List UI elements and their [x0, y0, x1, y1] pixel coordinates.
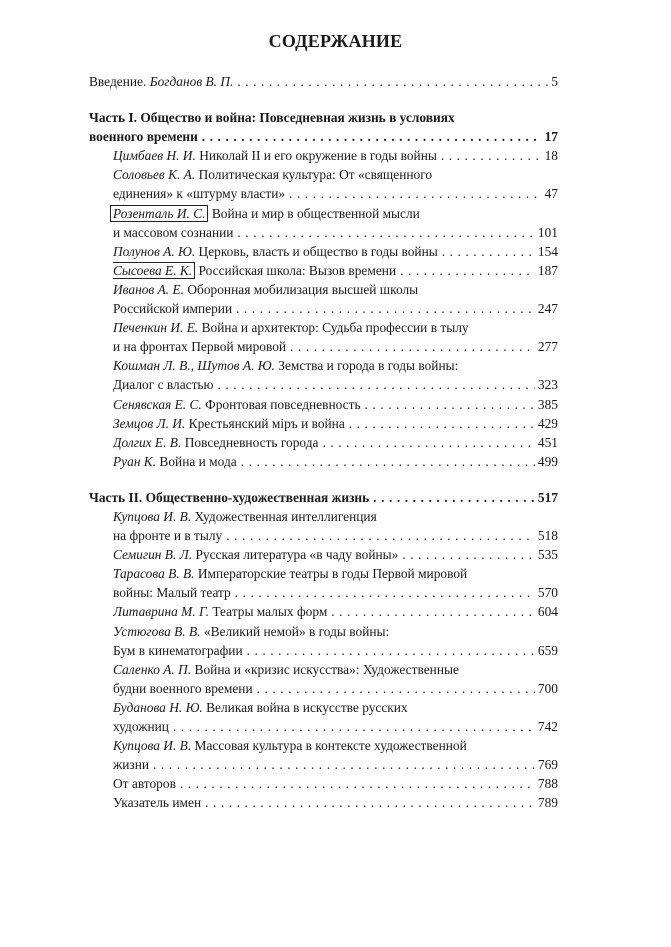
entry-page: 323 [537, 377, 558, 393]
entry-title-cont: Диалог с властью . . . [113, 375, 535, 394]
toc-entry-cont[interactable] [89, 184, 558, 203]
entry-page: 788 [537, 776, 558, 792]
entry-page: 535 [537, 547, 558, 563]
entry-title: Война и архитектор: Судьба профессии в тылу [201, 320, 469, 336]
entry-page: 700 [537, 680, 558, 696]
entry-title: Оборонная мобилизация высшей школы [187, 281, 419, 297]
entry-author: Саленко А. П. [113, 661, 192, 677]
entry-page: 499 [537, 453, 558, 469]
entry-title: Крестьянский міръ и война [188, 415, 345, 431]
toc-entry-cont[interactable] [89, 223, 558, 242]
entry-author: Буданова Н. Ю. [113, 699, 203, 715]
entry-title: Николай II и его окружение в годы войны [199, 148, 437, 164]
toc-entry[interactable] [89, 356, 558, 375]
entry-title-cont: Российской империи . . . [113, 299, 535, 318]
entry-author-boxed: Сысоева Е. К. [113, 262, 195, 279]
entry-title: Повседневность города [184, 434, 319, 450]
toc-entry-cont[interactable] [89, 526, 558, 545]
toc-entry[interactable] [89, 602, 558, 621]
toc-entry[interactable] [89, 622, 558, 641]
entry-page: 247 [537, 301, 558, 317]
entry-title-cont: на фронте и в тылу . . . [113, 526, 535, 545]
entry-author: Купцова И. В. [113, 508, 192, 524]
entry-title: Церковь, власть и общество в годы войны [198, 243, 438, 259]
page-title: СОДЕРЖАНИЕ [268, 31, 403, 51]
entry-page: 659 [537, 642, 558, 658]
entry-author: Земцов Л. И. [113, 415, 186, 431]
entry-title: Императорские театры в годы Первой мировой [197, 566, 468, 582]
entry-author: Долгих Е. В. [113, 434, 182, 450]
entry-page: 429 [537, 415, 558, 431]
toc-entry[interactable] [89, 660, 558, 679]
toc-entry[interactable] [89, 395, 558, 414]
entry-author: Купцова И. В. [113, 738, 192, 754]
part-heading-line: Часть II. Общественно-художественная жизнь . . . [89, 488, 535, 507]
entry-author: Семигин В. Л. [113, 547, 193, 563]
part-1-heading[interactable] [89, 108, 558, 127]
toc-entry-cont[interactable] [89, 583, 558, 602]
entry-author: Цимбаев Н. И. [113, 148, 196, 164]
entry-page: 517 [537, 489, 558, 505]
entry-author: Кошман Л. В., Шутов А. Ю. [113, 358, 275, 374]
entry-page: 101 [537, 224, 558, 240]
entry-author-boxed: Розенталь И. С. [110, 205, 208, 222]
entry-page: 5 [551, 74, 558, 89]
toc-entry[interactable] [89, 242, 558, 261]
entry-page: 187 [537, 262, 558, 278]
entry-page: 451 [537, 434, 558, 450]
entry-author: Иванов А. Е. [113, 281, 184, 297]
toc-entry[interactable] [89, 261, 558, 280]
toc-entry-cont[interactable] [89, 717, 558, 736]
entry-title: Политическая культура: От «священного [198, 167, 433, 183]
entry-title: Театры малых форм [212, 604, 328, 620]
toc-entry-cont[interactable] [89, 375, 558, 394]
toc-entry[interactable] [89, 165, 558, 184]
entry-label: От авторов . . . [113, 774, 535, 793]
entry-author: Печенкин И. Е. [113, 320, 199, 336]
entry-page: 742 [537, 719, 558, 734]
entry-title: Российская школа: Вызов времени [198, 262, 397, 278]
entry-title-cont: художниц . . . [113, 717, 535, 736]
entry-title: Война и мир в общественной мысли [211, 205, 420, 221]
toc-entry[interactable] [89, 736, 558, 755]
toc-entry-cont[interactable] [89, 299, 558, 318]
entry-label: Указатель имен . . . [113, 793, 535, 812]
toc-entry[interactable] [89, 564, 558, 583]
entry-title-cont: и массовом сознании . . . [113, 223, 535, 242]
toc-entry[interactable] [89, 146, 558, 165]
entry-author: Богданов В. П. [149, 74, 234, 89]
entry-title: Земства и города в годы войны: [278, 358, 459, 374]
entry-title: Русская литература «в чаду войны» [195, 547, 399, 563]
toc-entry-intro[interactable] [89, 72, 558, 91]
toc-entry[interactable] [89, 698, 558, 717]
part-heading-line: военного времени . . . [89, 127, 542, 146]
entry-title: «Великий немой» в годы войны: [203, 623, 390, 639]
toc-entry-cont[interactable] [89, 641, 558, 660]
toc-entry[interactable] [89, 452, 558, 471]
toc-entry-cont[interactable] [89, 337, 558, 356]
entry-author: Литаврина М. Г. [113, 604, 209, 620]
entry-author: Тарасова В. В. [113, 566, 195, 582]
entry-title: Фронтовая повседневность [205, 396, 361, 412]
entry-title: Массовая культура в контексте художественной [194, 738, 467, 754]
entry-title-cont: Бум в кинематографии . . . [113, 641, 535, 660]
entry-page: 769 [537, 757, 558, 773]
entry-author: Полунов А. Ю. [113, 243, 196, 259]
entry-page: 789 [537, 795, 558, 811]
entry-page: 385 [537, 396, 558, 412]
toc-entry-cont[interactable] [89, 755, 558, 774]
table-of-contents [89, 72, 558, 812]
entry-title-cont: войны: Малый театр . . . [113, 583, 535, 602]
toc-entry[interactable] [89, 433, 558, 452]
entry-page: 154 [537, 243, 558, 259]
entry-author: Сенявская Е. С. [113, 396, 202, 412]
toc-entry[interactable] [89, 318, 558, 337]
part-1-heading-cont[interactable] [89, 127, 558, 146]
entry-author: Устюгова В. В. [113, 623, 201, 639]
entry-title: Художественная интеллигенция [194, 508, 377, 524]
entry-label: Введение. [89, 74, 147, 89]
toc-entry[interactable] [89, 280, 558, 299]
entry-page: 47 [544, 186, 558, 202]
entry-title-cont: единения» к «штурму власти» . . . [113, 184, 542, 203]
entry-page: 18 [544, 148, 558, 164]
entry-page: 277 [537, 339, 558, 355]
entry-title-cont: жизни . . . [113, 755, 535, 774]
part-heading-line: Часть I. Общество и война: Повседневная жизнь в условиях [89, 110, 455, 126]
toc-entry-authors[interactable] [89, 774, 558, 793]
toc-entry[interactable] [89, 545, 558, 564]
toc-entry-cont[interactable] [89, 679, 558, 698]
toc-entry[interactable] [89, 204, 558, 223]
toc-entry[interactable] [89, 414, 558, 433]
toc-entry-index[interactable] [89, 793, 558, 812]
entry-title: Великая война в искусстве русских [206, 699, 408, 715]
entry-title: Война и мода [159, 453, 237, 469]
entry-page: 604 [537, 604, 558, 620]
entry-page: 518 [537, 528, 558, 544]
entry-page: 17 [544, 129, 558, 145]
part-2-heading[interactable] [89, 488, 558, 507]
entry-author: Соловьев К. А. [113, 167, 196, 183]
entry-title-cont: будни военного времени . . . [113, 679, 535, 698]
entry-author: Руан К. [113, 453, 157, 469]
toc-entry[interactable] [89, 507, 558, 526]
entry-title-cont: и на фронтах Первой мировой . . . [113, 337, 535, 356]
entry-page: 570 [537, 585, 558, 601]
entry-title: Война и «кризис искусства»: Художественные [194, 661, 459, 677]
